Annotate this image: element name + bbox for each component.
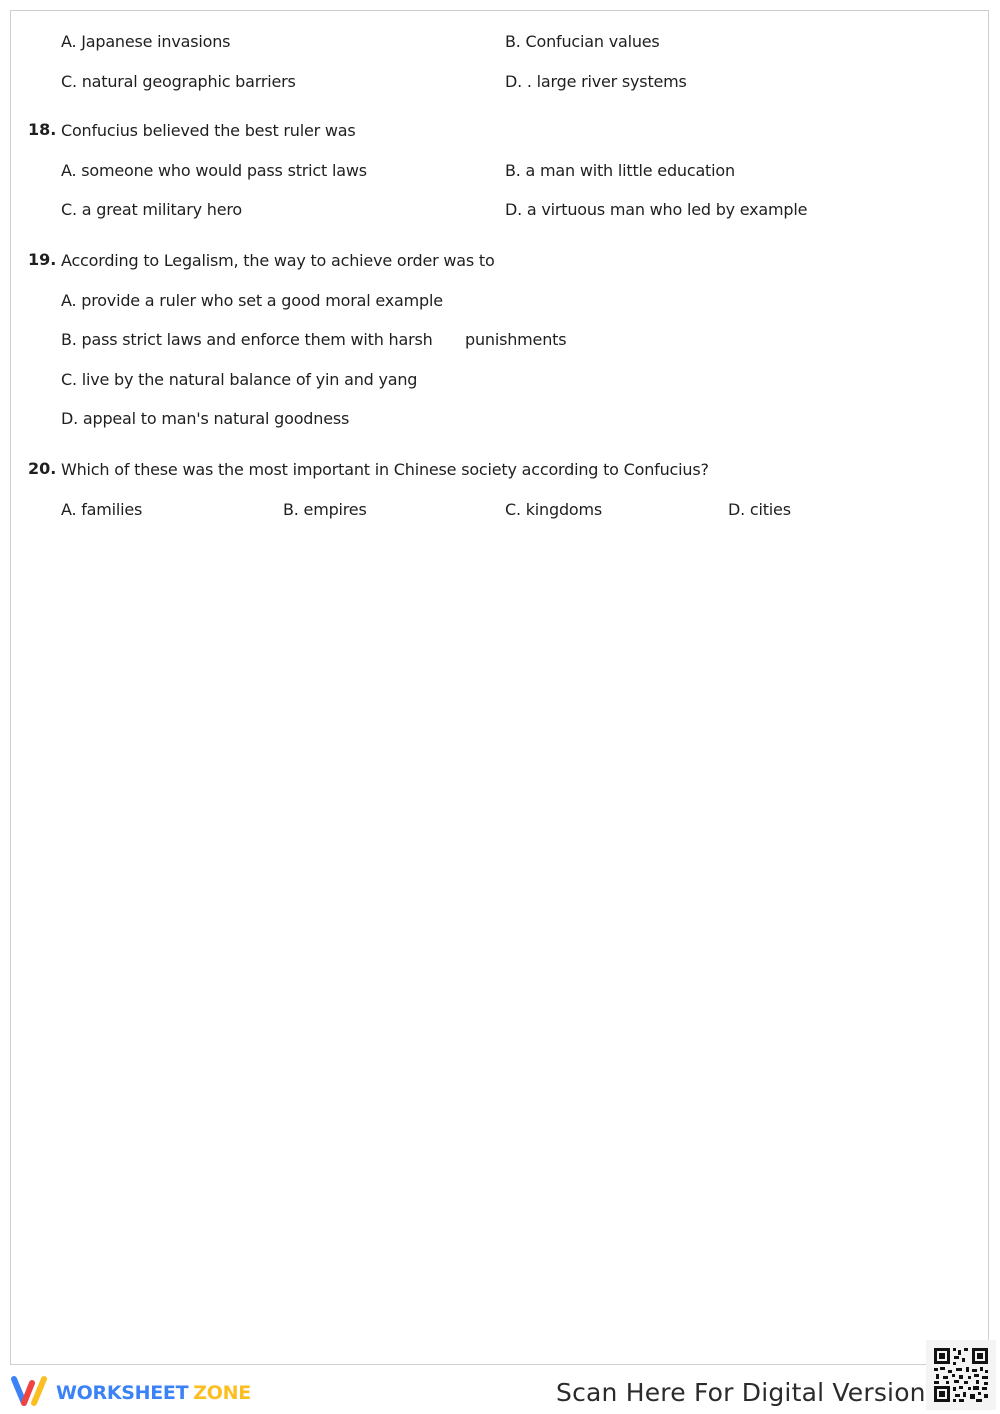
q18-option-d: D. a virtuous man who led by example <box>505 200 808 219</box>
q19-option-d: D. appeal to man's natural goodness <box>61 409 350 428</box>
scan-instruction: Scan Here For Digital Version <box>556 1378 926 1407</box>
q19-option-b: B. pass strict laws and enforce them with harsh <box>61 330 433 349</box>
logo-w-icon <box>10 1375 50 1411</box>
q18-option-c: C. a great military hero <box>61 200 242 219</box>
q18-number: 18. <box>28 120 57 139</box>
q17-option-b: B. Confucian values <box>505 32 660 51</box>
q20-option-a: A. families <box>61 500 143 519</box>
qr-code-icon[interactable] <box>926 1340 996 1410</box>
q17-option-d: D. . large river systems <box>505 72 687 91</box>
q17-option-a: A. Japanese invasions <box>61 32 231 51</box>
q19-number: 19. <box>28 250 57 269</box>
q20-option-d: D. cities <box>728 500 791 519</box>
q19-question: According to Legalism, the way to achieve order was to <box>61 251 495 270</box>
worksheetzone-logo <box>10 1376 251 1410</box>
q18-option-a: A. someone who would pass strict laws <box>61 161 367 180</box>
logo-text-zone: ZONE <box>193 1382 251 1404</box>
q18-option-b: B. a man with little education <box>505 161 735 180</box>
q19-option-b-continuation: punishments <box>465 330 567 349</box>
q18-question: Confucius believed the best ruler was <box>61 121 356 140</box>
logo-text-worksheet: WORKSHEET <box>56 1382 189 1404</box>
q19-option-c: C. live by the natural balance of yin and yang <box>61 370 418 389</box>
q20-option-c: C. kingdoms <box>505 500 603 519</box>
q20-question: Which of these was the most important in Chinese society according to Confucius? <box>61 460 709 479</box>
q20-option-b: B. empires <box>283 500 367 519</box>
q17-option-c: C. natural geographic barriers <box>61 72 296 91</box>
q19-option-a: A. provide a ruler who set a good moral example <box>61 291 443 310</box>
q20-number: 20. <box>28 459 57 478</box>
